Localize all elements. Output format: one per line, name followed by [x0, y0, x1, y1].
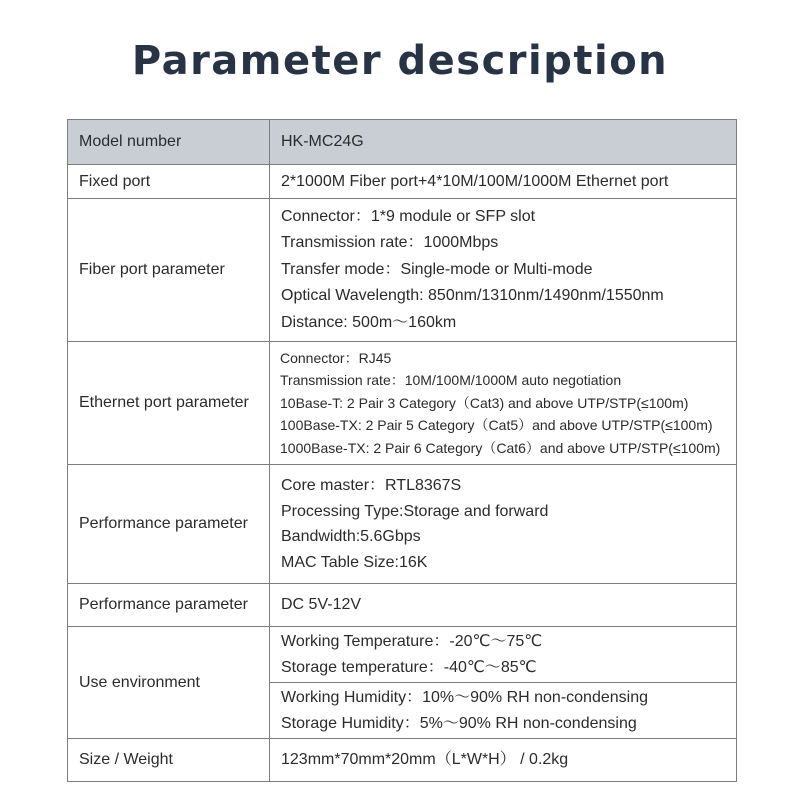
- table-row-environment-temperature: [68, 627, 737, 683]
- fiber-distance: Distance: 500m～160km: [281, 313, 457, 331]
- fixed-port-label: Fixed port: [68, 165, 270, 199]
- fiber-transfer-mode: Transfer mode：Single-mode or Multi-mode: [281, 260, 593, 278]
- mac-table-size: MAC Table Size:16K: [281, 553, 428, 571]
- parameter-table: [67, 119, 737, 782]
- model-number-label: Model number: [68, 120, 270, 165]
- ethernet-port-label: Ethernet port parameter: [68, 342, 270, 465]
- fixed-port-value: 2*1000M Fiber port+4*10M/100M/1000M Ethernet port: [270, 165, 737, 199]
- power-value: DC 5V-12V: [270, 584, 737, 627]
- table-row-performance: [68, 465, 737, 584]
- table-row-fixed-port: [68, 165, 737, 199]
- table-row-fiber: [68, 199, 737, 342]
- ethernet-10base-t: 10Base-T: 2 Pair 3 Category（Cat3) and above UTP/STP(≤100m): [280, 394, 689, 411]
- processing-type: Processing Type:Storage and forward: [281, 502, 549, 520]
- working-humidity: Working Humidity：10%～90% RH non-condensing: [281, 688, 648, 706]
- working-temperature: Working Temperature：-20℃～75℃: [281, 632, 543, 650]
- core-master: Core master：RTL8367S: [281, 477, 462, 494]
- table-row-model: [68, 120, 737, 165]
- environment-label: Use environment: [68, 627, 270, 739]
- humidity-value: [270, 683, 737, 739]
- fiber-wavelength: Optical Wavelength: 850nm/1310nm/1490nm/1550nm: [281, 287, 664, 305]
- model-number-value: HK-MC24G: [270, 120, 737, 165]
- ethernet-100base-tx: 100Base-TX: 2 Pair 5 Category（Cat5）and above UTP/STP(≤100m): [280, 417, 713, 434]
- ethernet-connector: Connector：RJ45: [280, 349, 392, 366]
- fiber-transmission-rate: Transmission rate：1000Mbps: [281, 234, 499, 252]
- ethernet-transmission-rate: Transmission rate：10M/100M/1000M auto negotiation: [280, 372, 622, 389]
- fiber-port-label: Fiber port parameter: [68, 199, 270, 342]
- fiber-connector: Connector：1*9 module or SFP slot: [281, 207, 536, 225]
- bandwidth: Bandwidth:5.6Gbps: [281, 528, 421, 545]
- size-weight-value: 123mm*70mm*20mm（L*W*H） / 0.2kg: [270, 739, 737, 782]
- performance-label: Performance parameter: [68, 465, 270, 584]
- storage-humidity: Storage Humidity：5%～90% RH non-condensing: [281, 714, 637, 732]
- fiber-port-value: [270, 199, 737, 342]
- performance-value: [270, 465, 737, 584]
- power-label: Performance parameter: [68, 584, 270, 627]
- table-row-power: [68, 584, 737, 627]
- temperature-value: [270, 627, 737, 683]
- ethernet-1000base-tx: 1000Base-TX: 2 Pair 6 Category（Cat6）and above UTP/STP(≤100m): [280, 439, 721, 456]
- page-title: Parameter description: [131, 38, 669, 84]
- ethernet-port-value: [270, 342, 737, 465]
- storage-temperature: Storage temperature：-40℃～85℃: [281, 658, 537, 676]
- table-row-ethernet: [68, 342, 737, 465]
- size-weight-label: Size / Weight: [68, 739, 270, 782]
- table-row-size: [68, 739, 737, 782]
